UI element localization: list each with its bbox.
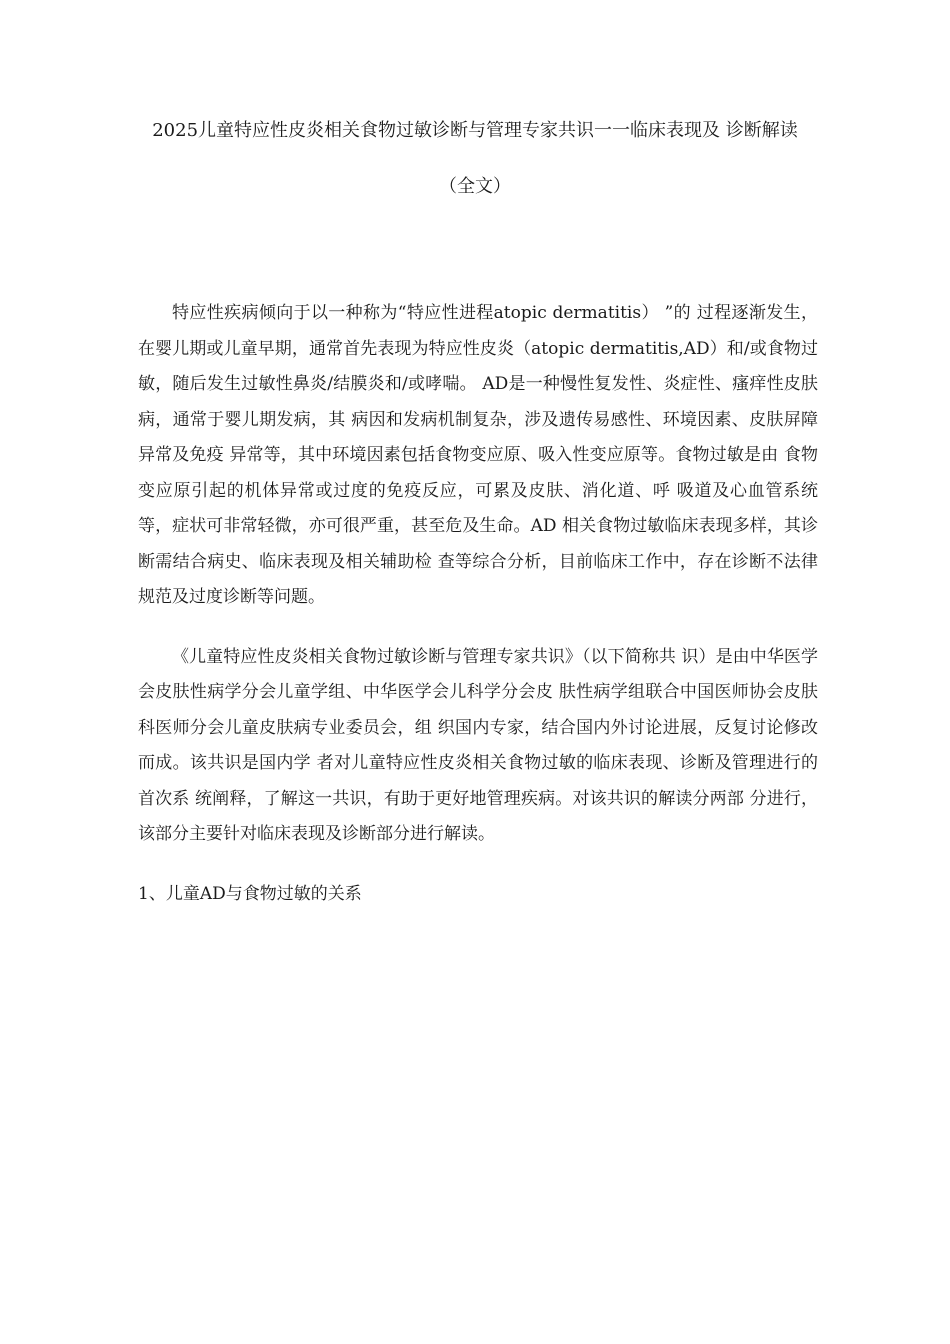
- document-title: 2025儿童特应性皮炎相关食物过敏诊断与管理专家共识一一临床表现及 诊断解读: [152, 120, 798, 141]
- paragraph-atopic-march: 特应性疾病倾向于以一种称为“特应性进程atopic dermatitis） ”的 过程逐渐发生，在婴儿期或儿童早期，通常首先表现为特应性皮炎（atopic dermatitis,AD）和/或食物过敏，随后发生过敏性鼻炎/结膜炎和/或哮喘。 AD是一种慢性复发性、炎症性、瘙痒性皮肤病，通常于婴儿期发病，其 病因和发病机制复杂，涉及遗传易感性、环境因素、皮肤屏障异常及免疫 异常等，其中环境因素包括食物变应原、吸入性变应原等。食物过敏是由 食物变应原引起的机体异常或过度的免疫反应，可累及皮肤、消化道、呼 吸道及心血管系统等，症状可非常轻微，亦可很严重，甚至危及生命。AD 相关食物过敏临床表现多样，其诊断需结合病史、临床表现及相关辅助检 查等综合分析，目前临床工作中，存在诊断不法律规范及过度诊断等问题。: [138, 303, 818, 607]
- document-subtitle: （全文）: [439, 176, 511, 197]
- document-body: [138, 296, 818, 912]
- section-heading: 1、儿童AD与食物过敏的关系: [138, 883, 362, 904]
- paragraph-consensus-intro: 《儿童特应性皮炎相关食物过敏诊断与管理专家共识》（以下简称共 识）是由中华医学会皮肤性病学分会儿童学组、中华医学会儿科学分会皮 肤性病学组联合中国医师协会皮肤科医师分会儿童皮肤病专业委员会，组 织国内专家，结合国内外讨论进展，反复讨论修改而成。该共识是国内学 者对儿童特应性皮炎相关食物过敏的临床表现、诊断及管理进行的首次系 统阐释，了解这一共识，有助于更好地管理疾病。对该共识的解读分两部 分进行，该部分主要针对临床表现及诊断部分进行解读。: [138, 646, 818, 844]
